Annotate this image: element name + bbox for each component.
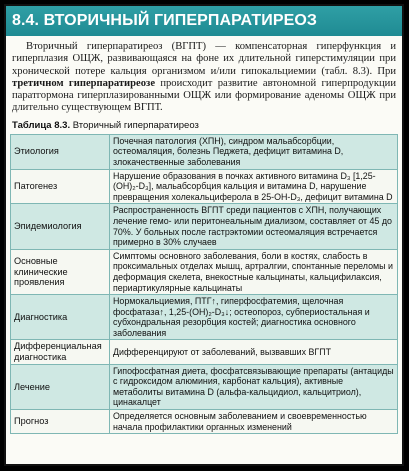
row-label: Патогенез [11, 169, 110, 204]
row-label: Лечение [11, 364, 110, 409]
intro-paragraph [12, 41, 396, 115]
row-label: Этиология [11, 134, 110, 169]
table-caption [12, 120, 396, 131]
table-row [11, 204, 398, 249]
document-page [4, 4, 404, 466]
row-value: Гипофосфатная диета, фосфатсвязывающие препараты (антациды с гидроксидом алюминия, карбонат кальция), активные метаболиты витамина D (альфа-кальцидиол, кальцитриол), цинакалцет [110, 364, 398, 409]
intro-bold-term: третичном гиперпаратиреозе [12, 77, 156, 89]
table-row [11, 169, 398, 204]
row-value: Дифференцируют от заболеваний, вызвавших ВГПТ [110, 340, 398, 364]
table-row [11, 410, 398, 434]
intro-text-1: Вторичный гиперпаратиреоз (ВГПТ) — компенсаторная гиперфункция и гиперплазия ОЩЖ, развивающаяся на фоне их длительной гиперстимуляции при хронической потере кальция организмом и/или гипокальциемии (табл. 8.3). При [12, 41, 396, 77]
row-value: Распространенность ВГПТ среди пациентов с ХПН, получающих лечение гемо- или перитонеальным диализом, составляет от 45 до 70%. У больных после гастрэктомии остеомаляция встречается примерно в 30% случаев [110, 204, 398, 249]
row-label: Дифференциальная диагностика [11, 340, 110, 364]
row-label: Диагностика [11, 295, 110, 340]
info-table [10, 134, 398, 434]
table-row [11, 364, 398, 409]
table-row [11, 295, 398, 340]
table-caption-label: Таблица 8.3. [12, 119, 71, 131]
row-label: Основные клинические проявления [11, 249, 110, 294]
table-row [11, 249, 398, 294]
table-caption-text: Вторичный гиперпаратиреоз [70, 119, 199, 131]
row-label: Эпидемиология [11, 204, 110, 249]
table-row [11, 340, 398, 364]
table-row [11, 134, 398, 169]
row-value: Нормокальциемия, ПТГ↑, гиперфосфатемия, щелочная фосфатаза↑, 1,25-(OH)₂-D₃↓; остеопороз, субпериостальная и субхондральная резорбция костей; диагностика основного заболевания [110, 295, 398, 340]
section-heading: 8.4. ВТОРИЧНЫЙ ГИПЕРПАРАТИРЕОЗ [6, 6, 402, 36]
row-value: Определяется основным заболеванием и своевременностью начала профилактики органных изменений [110, 410, 398, 434]
intro-text-2: происходит развитие автономной гиперпродукции паратгормона гиперплазированными ОЩЖ или формирование аденомы ОЩЖ при длительно существующем ВГПТ. [12, 77, 396, 114]
row-label: Прогноз [11, 410, 110, 434]
row-value: Почечная патология (ХПН), синдром мальабсорбции, остеомаляция, болезнь Педжета, дефицит витамина D, злокачественные заболевания [110, 134, 398, 169]
row-value: Симптомы основного заболевания, боли в костях, слабость в проксимальных отделах мышц, артралгии, спонтанные переломы и деформация скелета, внекостные кальцинаты, кальцифилаксия, периартикулярные кальцинаты [110, 249, 398, 294]
row-value: Нарушение образования в почках активного витамина D₃ [1,25-(OH)₂-D₃], мальабсорбция кальция и витамина D, нарушение превращения холекальциферола в 25-OH-D₃, дефицит витамина D [110, 169, 398, 204]
